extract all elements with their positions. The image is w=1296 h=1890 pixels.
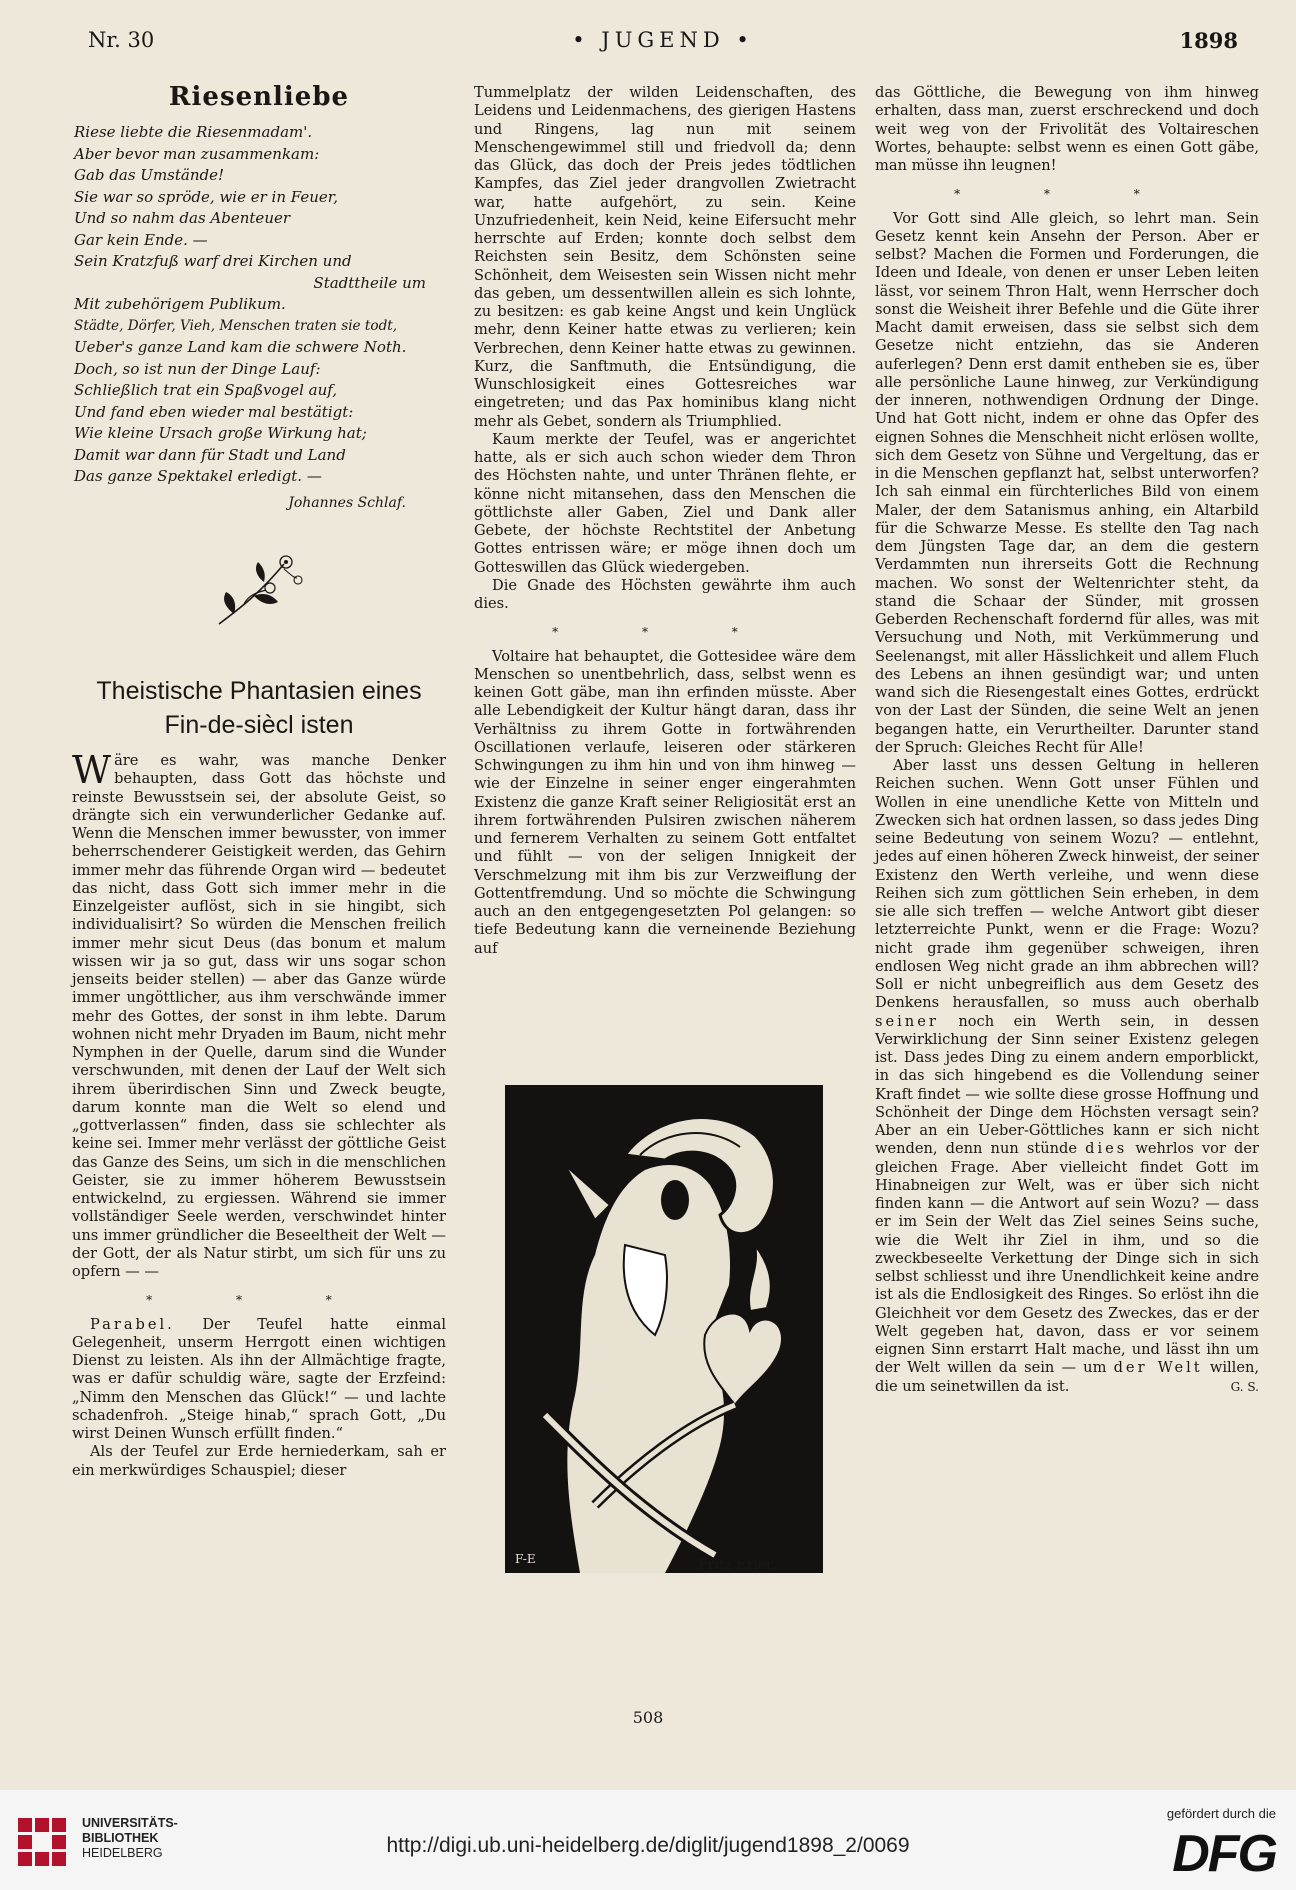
poem-line: Doch, so ist nun der Dinge Lauf:	[74, 359, 321, 378]
paragraph-text: Der Teufel hatte einmal Gelegenheit, unserm Herrgott einen wichtigen Dienst zu leisten. Als ihn der Allmächtige fragte, was er dafür schuldig wäre, sagte der Erzfeind: „Nimm den Menschen das Glück!“ — und lachte schadenfroh. „Steige hinab,“ sprach Gott, „Du wirst Deinen Wunsch erfüllt finden.“	[72, 1315, 447, 1442]
article-signature: G. S.	[1230, 1379, 1259, 1394]
paragraph-text: willen, die um seinetwillen da ist.	[875, 1359, 1260, 1395]
poem-line: Riese liebte die Riesenmadam'.	[74, 123, 313, 142]
poem-line: Sein Kratzfuß warf drei Kirchen und	[74, 252, 352, 271]
library-name-line: BIBLIOTHEK	[82, 1831, 159, 1845]
poem-line: Wie kleine Ursach große Wirkung hat;	[74, 424, 367, 443]
page-number: 508	[632, 1708, 664, 1727]
drop-cap: W	[72, 748, 112, 792]
permalink-url[interactable]: http://digi.ub.uni-heidelberg.de/diglit/jugend1898_2/0069	[386, 1834, 910, 1857]
library-name-line: UNIVERSITÄTS-	[82, 1816, 178, 1830]
column-3	[875, 84, 1259, 1396]
emphasis-text: dies	[1085, 1140, 1128, 1158]
article-paragraph: das Göttliche, die Bewegung von ihm hinweg erhalten, dass man, zuerst erschreckend und doch weit weg von der Frivolität des Voltaireschen Wortes, behaupte: selbst wenn es einen Gott gäbe, man müsse ihn leugnen!	[875, 84, 1259, 174]
column-1	[72, 84, 446, 1480]
poem-line: Gar kein Ende. —	[74, 230, 208, 249]
section-divider-stars: * * *	[552, 625, 778, 640]
poem-line: Und so nahm das Abenteuer	[74, 209, 291, 228]
article-paragraph: Kaum merkte der Teufel, was er angerichtet hatte, als er sich auch schon wieder dem Thron des Höchsten nahte, und unter Thränen flehte, er könne nicht mitansehen, dass den Menschen die göttlichste aller Gaben, Ziel und Dank aller Gebete, der höchste Rechtstitel der Anbetung Gottes entrissen wäre; er möge ihnen doch um Gotteswillen das Glück wiedergeben.	[474, 430, 856, 576]
poem-line: Mit zubehörigem Publikum.	[74, 295, 286, 314]
article-title-line: Fin-de-siècl isten	[164, 711, 354, 739]
paragraph-text: wehrlos vor der gleichen Frage. Aber vielleicht findet Gott im Hinabneigen zur Welt, was er über sich nicht finden kann — die Antwort auf sein Wozu? — dass er im Sein der Welt das Ziel seines Seins suche, wie die Welt ihr Ziel in ihm, und so die zweckbeseelte Verkettung der Dinge sich in sich selbst schliesst und ihre Unendlichkeit keine andre ist als die Endlosigkeit des Ringes. So erlöst ihn die Gleichheit vor dem Gesetz des Zweckes, das er der Welt gegeben hat, davon, dass er vor seinem eignen Sinn erstarrt Halt mache, und lässt ihn um der Welt willen da sein — um	[875, 1140, 1260, 1377]
emphasis-text: der Welt	[1113, 1359, 1203, 1377]
section-divider-stars: * * *	[954, 187, 1180, 202]
article-paragraph: Vor Gott sind Alle gleich, so lehrt man. Sein Gesetz kennt kein Ansehn der Person. Aber er selbst? Machen die Formen und Forderungen, die Ideen und Ideale, von denen er unser Leben leiten lässt, vor seinem Thron Halt, wenn Herrscher doch sonst die Weisheit ihrer Befehle und die Güte ihrer Macht damit erweisen, dass sie selbst sich dem Gesetze nicht entziehn, das sie Anderen auferlegen? Denn erst damit entheben sie es, über alle persönliche Laune hinweg, zur Verkündigung der inneren, nothwendigen Ordnung der Dinge. Und hat Gott nicht, indem er ohne das Opfer des eignen Sohnes die Menschheit nicht erlösen wollte, sich dem Gesetz von Sühne und Vergeltung, das er in die Menschen gepflanzt hat, selbst unterworfen? Ich sah einmal ein fürchterliches Bild von einem Maler, der dem Satanismus anhing, ein Altarbild für die Schwarze Messe. Es stellte den Tag nach dem Jüngsten Tage dar, an dem die gestern Verdammten nun ihrerseits Gott die Rechnung machen. Wo sonst der Weltenrichter steht, da stand die Schaar der Sünder, mit grossen Geberden Rechenschaft fordernd für alles, was mit Versuchung und Noth, mit Verkümmerung und Seelenangst, mit aller Hässlichkeit und allem Fluch des Lebens an ihnen gesündigt war; und unten wand sich die Riesengestalt eines Gottes, erdrückt von der Last der Sünden, die seine Welt an jenen begangen hatte, ein Verurtheilter. Darunter stand der Spruch: Gleiches Recht für Alle!	[875, 209, 1259, 756]
poem-line: Gab das Umstände!	[74, 166, 225, 185]
poem-author: Johannes Schlaf.	[288, 494, 406, 511]
emphasis-text: seiner	[875, 1012, 939, 1030]
poem-line: Schließlich trat ein Spaßvogel auf,	[74, 381, 338, 400]
viewer-footer	[0, 1790, 1296, 1890]
article-paragraph: Die Gnade des Höchsten gewährte ihm auch dies.	[474, 576, 856, 612]
dfg-logo[interactable]: DFG	[1172, 1825, 1276, 1883]
article-paragraph: Als der Teufel zur Erde herniederkam, sah er ein merkwürdiges Schauspiel; dieser	[72, 1443, 446, 1479]
poem-line: Sie war so spröde, wie er in Feuer,	[74, 187, 339, 206]
paragraph-text: Aber lasst uns dessen Geltung in helleren Reichen suchen. Wenn Gott unser Fühlen und Wollen in eine unendliche Kette von Mitteln und Zwecken sich hat ordnen lassen, so dass jedes Ding seine Bedeutung von seinem Wozu? — entlehnt, jedes auf einen höheren Zweck hinweist, der seiner Existenz den Werth verleihe, und wenn diese Reihen sich zum göttlichen Sein erheben, in dem sie alle sich treffen — welche Antwort gibt dieser letzterreichte Punkt, wenn er die Frage: Wozu? nicht grade ihm gegenüber schweigen, ihren endlosen Weg nicht grade an ihm abbrechen will? Soll er nicht unbegreiflich aus dem Gesetz des Denkens herausfallen, so muss auch oberhalb	[875, 757, 1259, 1012]
library-name-line: HEIDELBERG	[82, 1846, 163, 1860]
poem-line: Und fand eben wieder mal bestätigt:	[74, 402, 354, 421]
paragraph-text: äre es wahr, was manche Denker behaupten, dass Gott das höchste und reinste Bewusstsein sei, der absolute Geist, so drängte sich ein verwunderlicher Gedanke auf. Wenn die Menschen immer bewusster, von immer beherrschenderer Geistigkeit werden, das Gehirn immer mehr das führende Organ wird — bedeutet das nicht, dass Gott sich immer mehr in die Einzelgeister auflöst, sich in sie hingibt, sich individualisirt? So würden die Menschen freilich immer mehr sicut Deus (das bonum et malum wissen wir ja so gut, dass wir uns sogar schon jenseits beider stellen) — aber das Ganze würde immer ungöttlicher, aus ihm verschwände immer mehr des Gottes, der sonst in ihm lebte. Darum wohnen nicht mehr Dryaden im Baum, nicht mehr Nymphen in der Quelle, darum sind die Wunder verschwunden, mit denen der Lauf der Welt sich ihrem überirdischen Sinn und Zweck beugte, darum konnte man die Welt so elend und „gottverlassen“ finden, dass sie schlechter als keine sei. Immer mehr verlässt der göttliche Geist das Ganze des Seins, um sich in die menschlichen Geister, sie zu immer höherem Bewusstsein entwickelnd, zu ergiessen. Während sie immer vollständiger Seele werden, verschwindet hinter uns immer gründlicher die Beseeltheit der Welt — der Gott, der als Natur stirbt, um sich für uns zu opfern — —	[72, 752, 446, 1280]
poem-title: Riesenliebe	[168, 82, 350, 112]
artist-monogram: F-E	[515, 1552, 536, 1566]
paragraph-text: noch ein Werth sein, in dessen Verwirklichung der Sinn seiner Existenz gelegen ist. Dass jedes Ding zu einem andern emporblickt, in das sich hingebend es die Vollendung seiner Kraft findet — wie sollte diese grosse Hoffnung und Schönheit der Dinge dem Höchsten versagt sein? Aber an ein Ueber-Göttliches kann er sich nicht wenden, denn nun stünde	[875, 1012, 1260, 1158]
article-paragraph: Tummelplatz der wilden Leidenschaften, des Leidens und Leidenmachens, des gierigen Hastens und Ringens, lag nun mit seinem Menschengewimmel still und friedvoll da; denn das Glück, das doch der Preis jedes tödtlichen Kampfes, das Ziel jeder drangvollen Zwietracht war, hatte aufgehört, zu sein. Keine Unzufriedenheit, kein Neid, keine Eifersucht mehr herrschte auf Erden; konnte doch selbst dem Reichsten sein Besitz, dem Schönsten seine Schönheit, dem Weisesten sein Wissen nicht mehr das geben, um dessentwillen allein es sich lohnte, zu besitzen: es gab keine Angst und kein Unglück mehr, denn Keiner hatte etwas zu verlieren; kein Verbrechen, denn Keiner hatte etwas zu gewinnen. Kurz, die Sanftmuth, die Entsündigung, die Wunschlosigkeit eines Gottesreiches war eingetreten; und das Pax hominibus klang nicht mehr als Gebet, sondern als Triumphlied.	[474, 84, 856, 430]
illustration-credit: Fritz Erler.	[698, 1557, 776, 1573]
article-paragraph	[72, 1316, 446, 1444]
poem-line: Das ganze Spektakel erledigt. —	[74, 467, 322, 486]
year: 1898	[1179, 28, 1238, 53]
column-2	[474, 84, 856, 958]
flower-ornament-icon	[204, 544, 314, 634]
article-title	[72, 674, 446, 742]
article-paragraph	[875, 757, 1259, 1396]
article-paragraph: Voltaire hat behauptet, die Gottesidee wäre dem Menschen so unentbehrlich, dass, selbst wenn es keinen Gott gäbe, man ihn erfinden müsste. Aber alle Lebendigkeit der Kultur hängt daran, dass ihr Verhältniss zu ihrem Gotte in fortwährenden Oscillationen verlaufe, leiseren oder stärkeren Schwingungen zu ihm hin und von ihm hinweg — wie der Einzelne in seiner enger eingerahmten Existenz die ganze Kraft seiner Religiosität erst an ihrem fortwährenden Pulsiren zwischen näherem und fernerem Verhalten zu seinem Gott entfaltet und fühlt — von der seligen Innigkeit der Verschmelzung mit ihm bis zur Verzweiflung der Gottentfremdung. Und so möchte die Schwingung auch an den entgegengesetzten Pol gelangen: so tiefe Bedeutung kann die verneinende Beziehung auf	[474, 647, 856, 957]
running-header	[88, 28, 1238, 58]
poem-line: Damit war dann für Stadt und Land	[74, 445, 346, 464]
illustration-devil-with-heart	[505, 1085, 823, 1573]
section-divider-stars: * * *	[146, 1293, 372, 1308]
issue-number: Nr. 30	[88, 28, 155, 52]
article-paragraph	[72, 748, 446, 1281]
poem-line: Städte, Dörfer, Vieh, Menschen traten sie todt,	[74, 317, 398, 334]
journal-title: • JUGEND •	[572, 28, 754, 52]
parabel-label: Parabel.	[90, 1315, 175, 1333]
poem-body	[72, 122, 446, 488]
poem-line: Ueber's ganze Land kam die schwere Noth.	[74, 338, 407, 357]
funding-note: gefördert durch die	[1166, 1806, 1276, 1821]
poem-line: Stadttheile um	[313, 273, 426, 292]
poem-line: Aber bevor man zusammenkam:	[74, 144, 320, 163]
article-title-line: Theistische Phantasien eines	[96, 677, 422, 705]
